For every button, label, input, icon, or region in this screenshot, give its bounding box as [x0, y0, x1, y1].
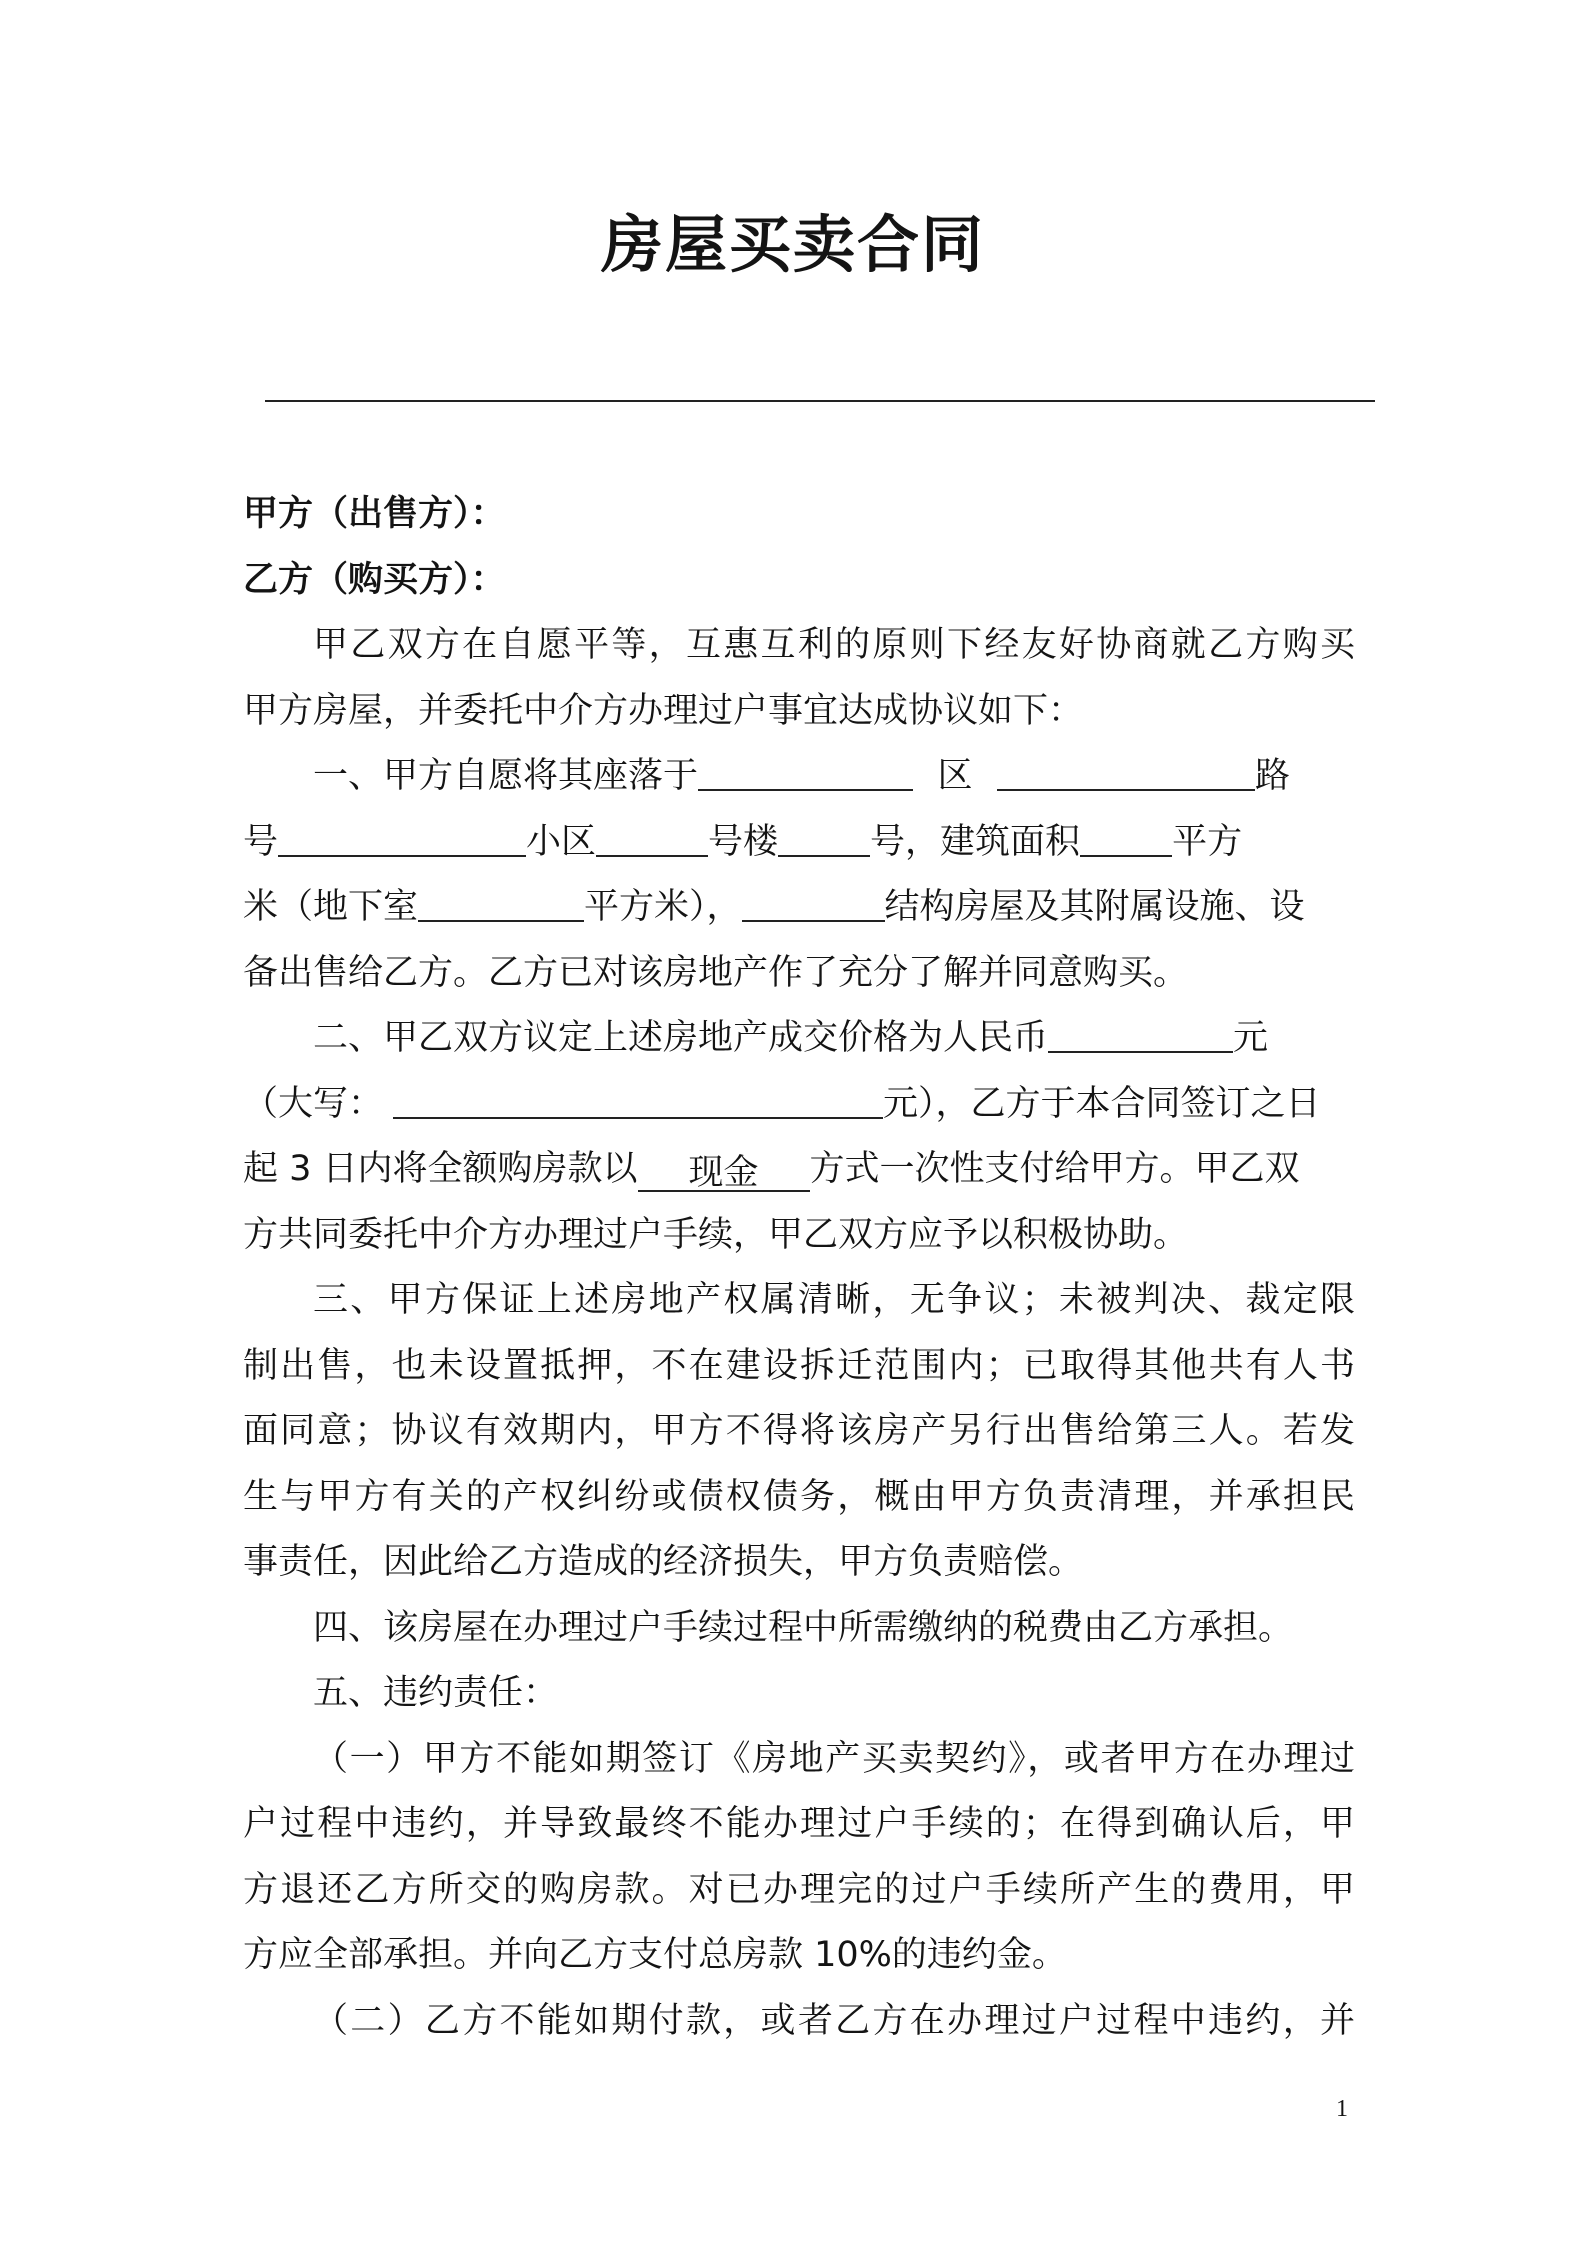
- clause1-text: 区: [937, 756, 973, 796]
- clause1-line-4: 备出售给乙方。乙方已对该房地产作了充分了解并同意购买。: [243, 952, 1189, 993]
- clause1-line-2: [243, 810, 1355, 876]
- payment-method-blank: 现金: [638, 1156, 810, 1192]
- clause1-text: 号楼: [708, 821, 779, 862]
- community-blank: [596, 821, 708, 857]
- clause2-text: 起 3 日内将全额购房款以: [243, 1149, 638, 1189]
- intro-line-2: 甲方房屋，并委托中介方办理过户事宜达成协议如下：: [243, 690, 1084, 731]
- intro-line-1: 甲乙双方在自愿平等，互惠互利的原则下经友好协商就乙方购买: [313, 625, 1355, 665]
- clause1-text: 平方米），: [584, 887, 742, 927]
- clause5-1-line-1: （一）甲方不能如期签订《房地产买卖契约》，或者甲方在办理过: [313, 1738, 1355, 1779]
- district-blank: [698, 755, 913, 791]
- party-a-line: [243, 482, 1355, 548]
- clause5-1-line-3: 方退还乙方所交的购房款。对已办理完的过户手续所产生的费用，甲: [243, 1869, 1355, 1910]
- road-blank: [997, 755, 1255, 791]
- clause2-line-4: 方共同委托中介方办理过户手续，甲乙双方应予以积极协助。: [243, 1214, 1189, 1255]
- clause1-text: 平方: [1172, 821, 1243, 862]
- building-number-blank: [778, 821, 870, 857]
- clause1-line-1: [243, 744, 1355, 810]
- floor-area-blank: [1080, 821, 1172, 857]
- clause5-1-line-4: 方应全部承担。并向乙方支付总房款 10%的违约金。: [243, 1935, 1067, 1975]
- clause1-text: 一、甲方自愿将其座落于: [313, 756, 699, 796]
- clause2-text: 元: [1233, 1018, 1269, 1058]
- clause1-text: 结构房屋及其附属设施、设: [884, 887, 1305, 927]
- price-amount-blank: [1048, 1017, 1233, 1053]
- clause1-text: 小区: [526, 821, 597, 862]
- clause1-line-3: [243, 875, 1355, 941]
- clause3-line-1: 三、甲方保证上述房地产权属清晰，无争议；未被判决、裁定限: [313, 1280, 1355, 1320]
- document-title: 房屋买卖合同: [600, 208, 985, 281]
- clause2-line-3: [243, 1137, 1355, 1203]
- clause5-1-line-2: 户过程中违约，并导致最终不能办理过户手续的；在得到确认后，甲: [243, 1804, 1355, 1844]
- basement-area-blank: [418, 886, 584, 922]
- clause1-text: 路: [1255, 756, 1291, 796]
- price-in-words-blank: [393, 1083, 883, 1119]
- structure-type-blank: [742, 886, 885, 922]
- clause2-line-2: [243, 1072, 1355, 1138]
- clause1-text: 号，建筑面积: [870, 821, 1081, 862]
- clause3-line-3: 面同意；协议有效期内，甲方不得将该房产另行出售给第三人。若发: [243, 1411, 1355, 1451]
- party-b-label: 乙方（购买方）：: [243, 559, 506, 600]
- page-number: 1: [1336, 2096, 1348, 2122]
- road-number-blank: [278, 821, 526, 857]
- clause2-text: 二、甲乙双方议定上述房地产成交价格为人民币: [313, 1018, 1049, 1058]
- clause4-line: 四、该房屋在办理过户手续过程中所需缴纳的税费由乙方承担。: [313, 1607, 1294, 1648]
- clause5-heading: 五、违约责任：: [313, 1673, 559, 1713]
- clause2-line-1: [243, 1006, 1355, 1072]
- title-underline-blank: [265, 400, 1375, 402]
- clause3-line-2: 制出售，也未设置抵押，不在建设拆迁范围内；已取得其他共有人书: [243, 1345, 1355, 1386]
- party-b-line: [243, 548, 1355, 614]
- clause3-line-5: 事责任，因此给乙方造成的经济损失，甲方负责赔偿。: [243, 1542, 1084, 1582]
- contract-body: [243, 482, 1355, 2054]
- clause3-line-4: 生与甲方有关的产权纠纷或债权债务，概由甲方负责清理，并承担民: [243, 1476, 1355, 1517]
- clause1-text: 米（地下室: [243, 887, 419, 927]
- clause5-2-line-1: （二）乙方不能如期付款，或者乙方在办理过户过程中违约，并: [313, 2000, 1355, 2041]
- clause2-text: 元），乙方于本合同签订之日: [883, 1083, 1321, 1124]
- clause1-text: 号: [243, 821, 279, 862]
- party-a-label: 甲方（出售方）：: [243, 494, 506, 534]
- clause2-text: （大写：: [243, 1083, 384, 1124]
- clause2-text: 方式一次性支付给甲方。甲乙双: [809, 1149, 1300, 1189]
